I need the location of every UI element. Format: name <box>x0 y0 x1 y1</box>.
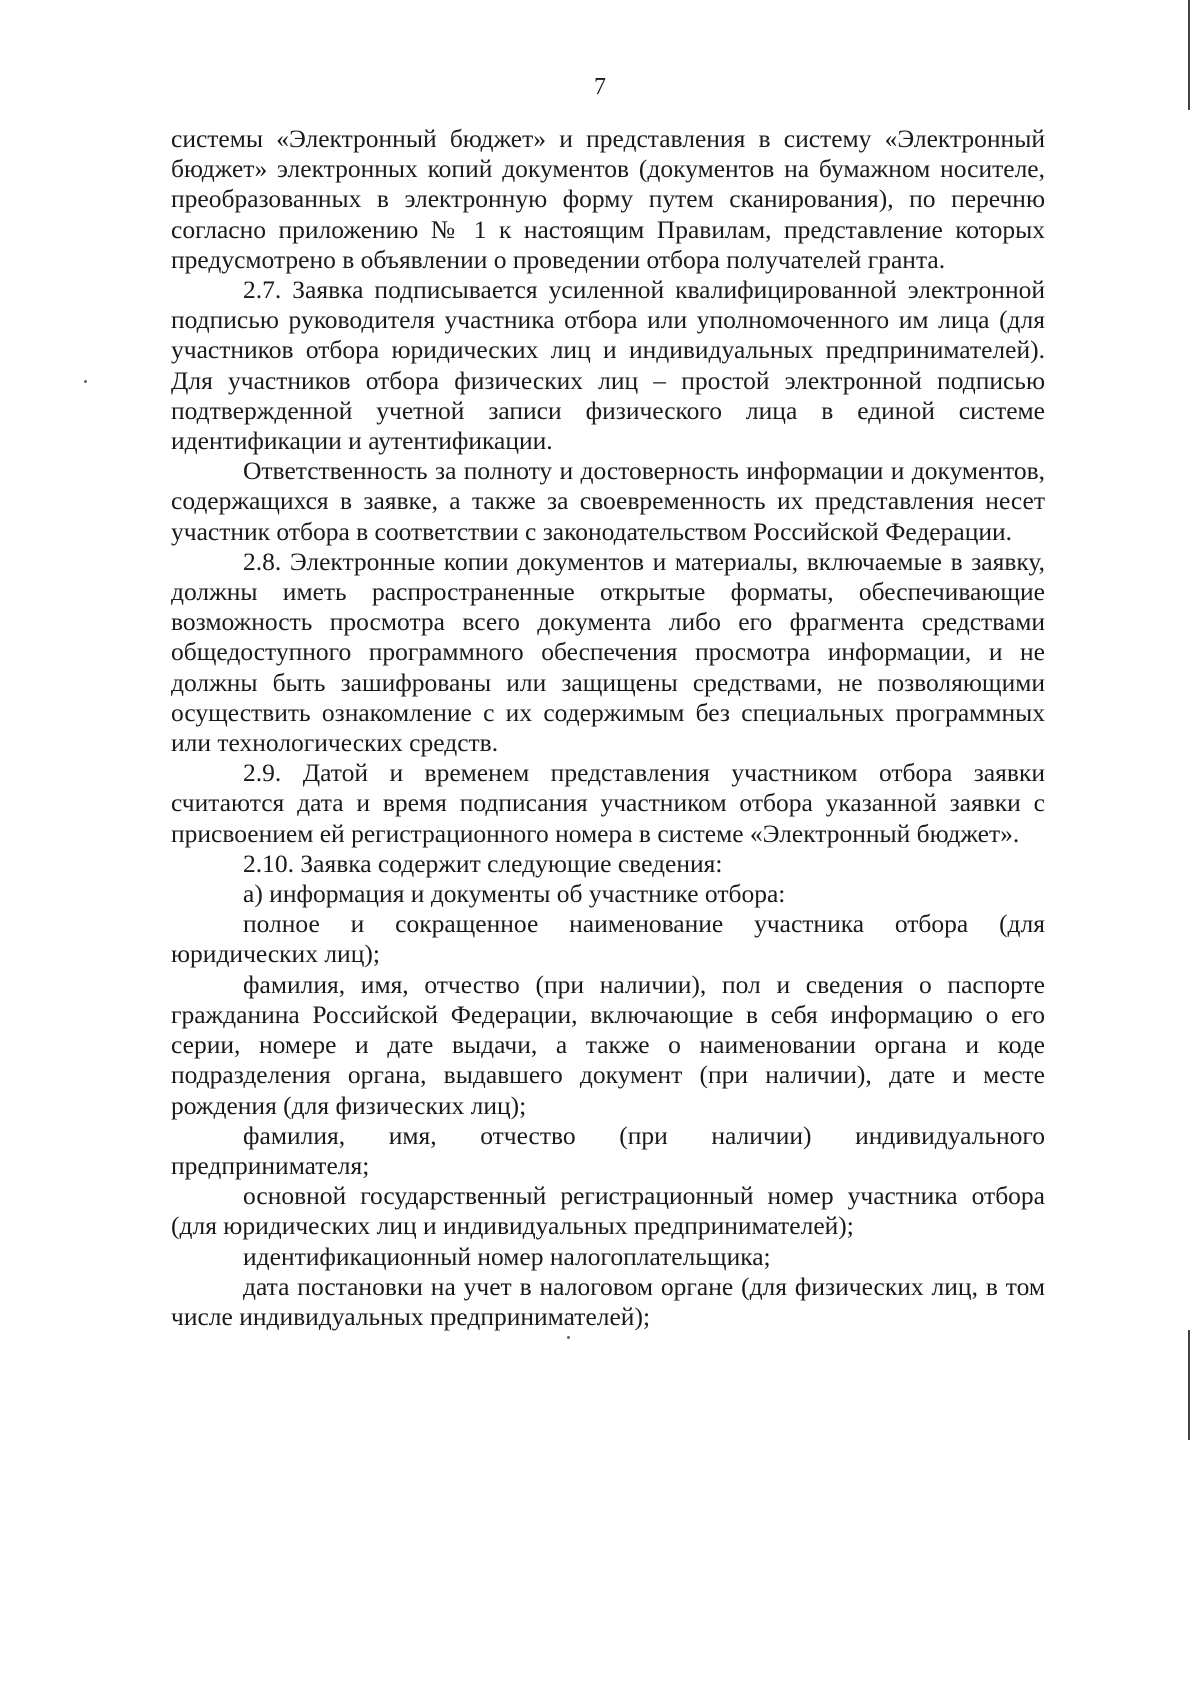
paragraph: полное и сокращенное наименование участника отбора (для юридических лиц); <box>171 909 1045 969</box>
paragraph: 2.10. Заявка содержит следующие сведения: <box>243 848 723 878</box>
scan-speck <box>84 380 87 383</box>
paragraph: фамилия, имя, отчество (при наличии) индивидуального предпринимателя; <box>171 1120 1045 1180</box>
paragraph: 2.7. Заявка подписывается усиленной квалифицированной электронной подписью руководителя участника отбора или уполномоченного им лица (для участников отбора юридических лиц и индивидуальных предпринимателей). Для участников отбора физических лиц – простой электронной подписью подтвержденной учетной записи физического лица в единой системе идентификации и аутентификации. <box>171 275 1045 456</box>
paragraph: основной государственный регистрационный номер участника отбора (для юридических лиц и индивидуальных предпринимателей); <box>171 1181 1045 1241</box>
paragraph: Ответственность за полноту и достоверность информации и документов, содержащихся в заявке, а также за своевременность их представления несет участник отбора в соответствии с законодательством Российской Федерации. <box>171 456 1045 546</box>
page-number: 7 <box>594 74 606 100</box>
paragraph: фамилия, имя, отчество (при наличии), пол и сведения о паспорте гражданина Российской Федерации, включающие в себя информацию о его серии, номере и дате выдачи, а также о наименовании органа и коде подразделения органа, выдавшего документ (при наличии), дате и месте рождения (для физических лиц); <box>171 969 1045 1120</box>
paragraph: системы «Электронный бюджет» и представления в систему «Электронный бюджет» электронных копий документов (документов на бумажном носителе, преобразованных в электронную форму путем сканирования), по перечню согласно приложению № 1 к настоящим Правилам, представление которых предусмотрено в объявлении о проведении отбора получателей гранта. <box>171 124 1045 274</box>
scan-edge-bottom <box>1188 1330 1190 1440</box>
paragraph: дата постановки на учет в налоговом органе (для физических лиц, в том числе индивидуальных предпринимателей); <box>171 1271 1045 1331</box>
document-body <box>171 124 1045 1332</box>
scan-speck <box>567 1336 570 1339</box>
paragraph: 2.9. Датой и временем представления участником отбора заявки считаются дата и время подписания участником отбора указанной заявки с присвоением ей регистрационного номера в системе «Электронный бюджет». <box>171 758 1045 848</box>
paragraph: а) информация и документы об участнике отбора: <box>243 879 786 909</box>
paragraph: идентификационный номер налогоплательщика; <box>243 1241 771 1271</box>
paragraph: 2.8. Электронные копии документов и материалы, включаемые в заявку, должны иметь распространенные открытые форматы, обеспечивающие возможность просмотра всего документа либо его фрагмента средствами общедоступного программного обеспечения просмотра информации, и не должны быть зашифрованы или защищены средствами, не позволяющими осуществить ознакомление с их содержимым без специальных программных или технологических средств. <box>171 546 1045 758</box>
